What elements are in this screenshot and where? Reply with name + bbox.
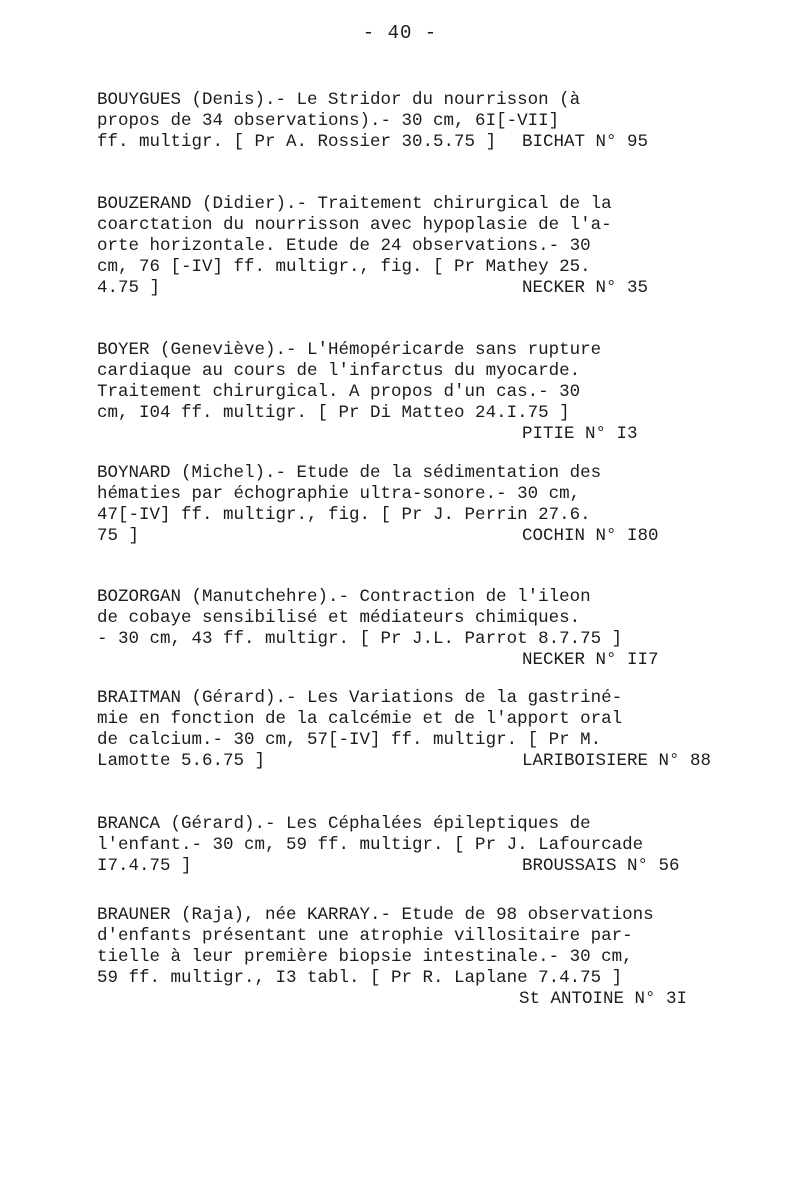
library-reference: BICHAT N° 95 (522, 132, 649, 152)
library-reference: PITIE N° I3 (522, 424, 638, 444)
entry-text-line: ff. multigr. [ Pr A. Rossier 30.5.75 ] (97, 132, 497, 152)
library-reference: NECKER N° II7 (522, 650, 659, 670)
entry-text-line: de calcium.- 30 cm, 57[-IV] ff. multigr. [ Pr M. (97, 730, 602, 750)
entry-text-line: de cobaye sensibilisé et médiateurs chimiques. (97, 608, 581, 628)
entry-last-row (97, 132, 657, 153)
entry-text-line: coarctation du nourrisson avec hypoplasie de l'a- (97, 215, 612, 235)
entry-text-line: mie en fonction de la calcémie et de l'apport oral (97, 709, 623, 729)
entry-last-row (97, 424, 657, 445)
entry-text-line: 59 ff. multigr., I3 tabl. [ Pr R. Laplane 7.4.75 ] (97, 968, 623, 988)
library-reference: St ANTOINE N° 3I (519, 989, 688, 1009)
entry-text-line: tielle à leur première biopsie intestinale.- 30 cm, (97, 947, 633, 967)
library-reference: BROUSSAIS N° 56 (522, 856, 680, 876)
entry-text-line: d'enfants présentant une atrophie villositaire par- (97, 926, 633, 946)
library-reference: NECKER N° 35 (522, 278, 649, 298)
entry-last-row (97, 278, 657, 299)
entry-text-line: Traitement chirurgical. A propos d'un cas.- 30 (97, 382, 581, 402)
thesis-entry (97, 90, 657, 153)
entry-text-line: BOZORGAN (Manutchehre).- Contraction de l'ileon (97, 587, 591, 607)
thesis-entry (97, 905, 688, 1010)
thesis-entry (97, 463, 657, 547)
entry-text-line: hématies par échographie ultra-sonore.- 30 cm, (97, 484, 581, 504)
entry-last-row (97, 989, 688, 1010)
entry-text-line: propos de 34 observations).- 30 cm, 6I[-VII] (97, 111, 560, 131)
thesis-entry (97, 814, 680, 877)
entry-text-line: - 30 cm, 43 ff. multigr. [ Pr J.L. Parrot 8.7.75 ] (97, 629, 623, 649)
entry-text-line: BRAUNER (Raja), née KARRAY.- Etude de 98 observations (97, 905, 654, 925)
page-number: - 40 - (362, 22, 438, 44)
thesis-entry (97, 688, 712, 772)
entry-text-line: BOUYGUES (Denis).- Le Stridor du nourrisson (à (97, 90, 581, 110)
entry-text-line: BOYER (Geneviève).- L'Hémopéricarde sans rupture (97, 340, 602, 360)
library-reference: LARIBOISIERE N° 88 (522, 751, 712, 771)
entry-text-line: BRANCA (Gérard).- Les Céphalées épileptiques de (97, 814, 591, 834)
entry-text-line: 4.75 ] (97, 278, 161, 298)
entry-text-line: l'enfant.- 30 cm, 59 ff. multigr. [ Pr J. Lafourcade (97, 835, 644, 855)
thesis-entry (97, 194, 657, 299)
entry-text-line: orte horizontale. Etude de 24 observations.- 30 (97, 236, 591, 256)
entry-text-line: cm, 76 [-IV] ff. multigr., fig. [ Pr Mathey 25. (97, 257, 591, 277)
entry-text-line: BOUZERAND (Didier).- Traitement chirurgical de la (97, 194, 612, 214)
entry-text-line: cardiaque au cours de l'infarctus du myocarde. (97, 361, 581, 381)
thesis-entry (97, 340, 657, 445)
entry-text-line: Lamotte 5.6.75 ] (97, 751, 266, 771)
thesis-entry (97, 587, 657, 671)
entry-text-line: 75 ] (97, 526, 140, 546)
entry-text-line: 47[-IV] ff. multigr., fig. [ Pr J. Perrin 27.6. (97, 505, 591, 525)
entry-last-row (97, 856, 680, 877)
entry-last-row (97, 526, 657, 547)
entry-text-line: BRAITMAN (Gérard).- Les Variations de la gastriné- (97, 688, 623, 708)
entry-last-row (97, 751, 712, 772)
entry-text-line: BOYNARD (Michel).- Etude de la sédimentation des (97, 463, 602, 483)
entry-text-line: cm, I04 ff. multigr. [ Pr Di Matteo 24.I.75 ] (97, 403, 570, 423)
entry-last-row (97, 650, 657, 671)
entry-text-line: I7.4.75 ] (97, 856, 192, 876)
library-reference: COCHIN N° I80 (522, 526, 659, 546)
